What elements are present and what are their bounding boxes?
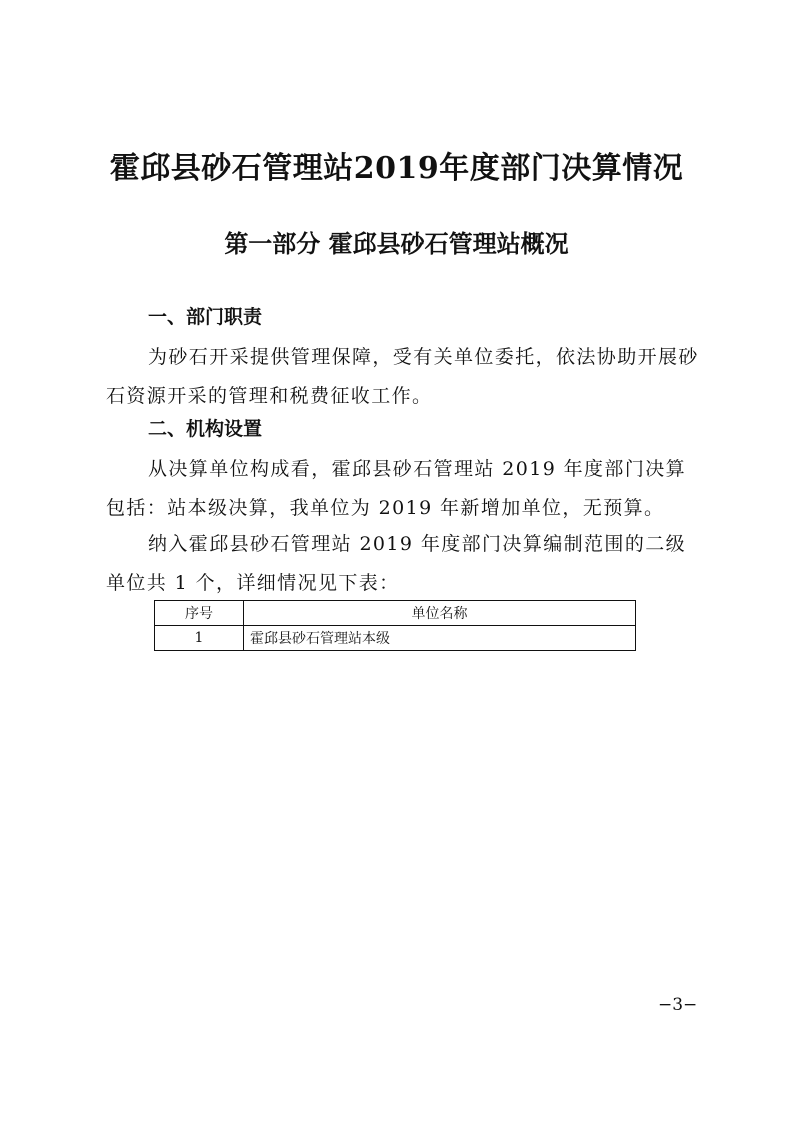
duties-paragraph: 为砂石开采提供管理保障，受有关单位委托，依法协助开展砂石资源开采的管理和税费征收工作。 [106, 346, 699, 407]
structure-paragraph-2: 纳入霍邱县砂石管理站 2019 年度部门决算编制范围的二级单位共 1 个，详细情况见下表： [106, 533, 687, 594]
units-table [154, 600, 636, 651]
table-header-row [155, 601, 636, 626]
header-unit-name: 单位名称 [244, 601, 636, 626]
page-number: −3− [658, 995, 698, 1015]
cell-serial-number: 1 [155, 626, 244, 651]
header-serial-number: 序号 [155, 601, 244, 626]
section-heading-structure: 二、机构设置 [148, 418, 263, 440]
table-row [155, 626, 636, 651]
structure-paragraph-1: 从决算单位构成看，霍邱县砂石管理站 2019 年度部门决算包括：站本级决算，我单位为 2019 年新增加单位，无预算。 [106, 458, 687, 519]
cell-unit-name: 霍邱县砂石管理站本级 [244, 626, 636, 651]
section-heading-duties: 一、部门职责 [148, 306, 263, 328]
document-title: 霍邱县砂石管理站2019年度部门决算情况 [109, 151, 684, 186]
part-title: 第一部分 霍邱县砂石管理站概况 [224, 230, 569, 258]
